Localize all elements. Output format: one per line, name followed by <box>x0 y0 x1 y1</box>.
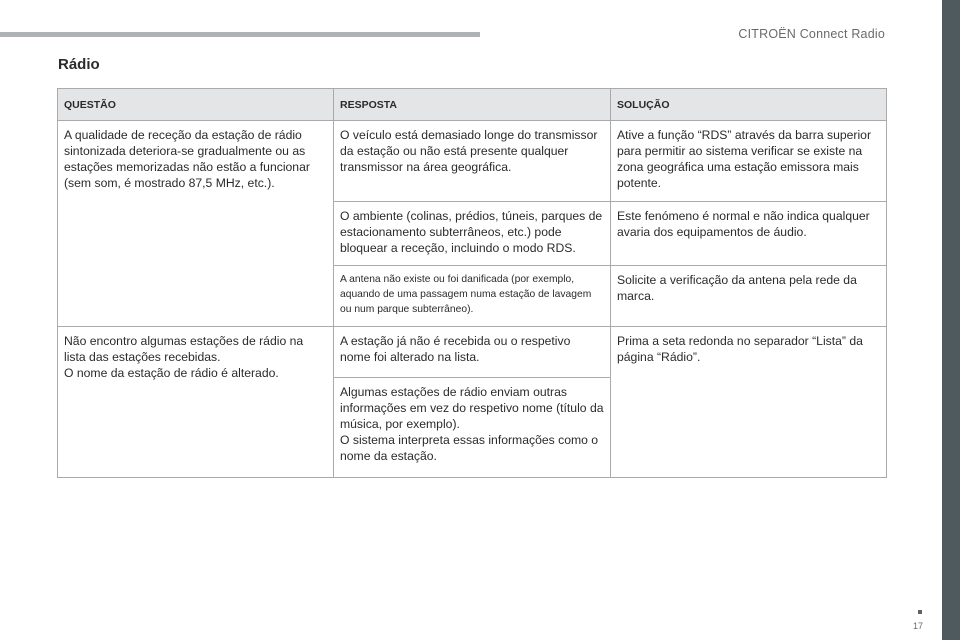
response-cell: O ambiente (colinas, prédios, túneis, parques de estacionamento subterrâneos, etc.) pode bloquear a receção, incluindo o modo RDS. <box>334 202 611 266</box>
page-marker <box>918 610 922 614</box>
response-cell: A antena não existe ou foi danificada (por exemplo, aquando de uma passagem numa estação de lavagem ou num parque subterrâneo). <box>334 266 611 327</box>
response-cell: O veículo está demasiado longe do transmissor da estação ou não está presente qualquer transmissor na área geográfica. <box>334 121 611 202</box>
troubleshooting-table <box>57 88 887 478</box>
response-cell: A estação já não é recebida ou o respetivo nome foi alterado na lista. <box>334 327 611 378</box>
column-header-question: QUESTÃO <box>58 89 334 121</box>
header-title: CITROËN Connect Radio <box>738 27 885 41</box>
header-rule <box>0 32 480 37</box>
column-header-response: RESPOSTA <box>334 89 611 121</box>
solution-cell: Solicite a verificação da antena pela rede da marca. <box>611 266 887 327</box>
response-cell: Algumas estações de rádio enviam outras informações em vez do respetivo nome (título da música, por exemplo). O sistema interpreta essas informações como o nome da estação. <box>334 378 611 478</box>
column-header-solution: SOLUÇÃO <box>611 89 887 121</box>
table-row <box>58 327 887 378</box>
table-row <box>58 121 887 202</box>
side-tab-bar <box>942 0 960 640</box>
solution-cell: Este fenómeno é normal e não indica qualquer avaria dos equipamentos de áudio. <box>611 202 887 266</box>
question-cell: A qualidade de receção da estação de rádio sintonizada deteriora-se gradualmente ou as estações memorizadas não estão a funcionar (sem som, é mostrado 87,5 MHz, etc.). <box>58 121 334 327</box>
solution-cell: Ative a função “RDS” através da barra superior para permitir ao sistema verificar se existe na zona geográfica uma estação emissora mais potente. <box>611 121 887 202</box>
solution-cell: Prima a seta redonda no separador “Lista” da página “Rádio”. <box>611 327 887 478</box>
section-title: Rádio <box>58 56 100 73</box>
question-cell: Não encontro algumas estações de rádio na lista das estações recebidas. O nome da estação de rádio é alterado. <box>58 327 334 478</box>
page-number: 17 <box>912 621 923 631</box>
table-header-row <box>58 89 887 121</box>
